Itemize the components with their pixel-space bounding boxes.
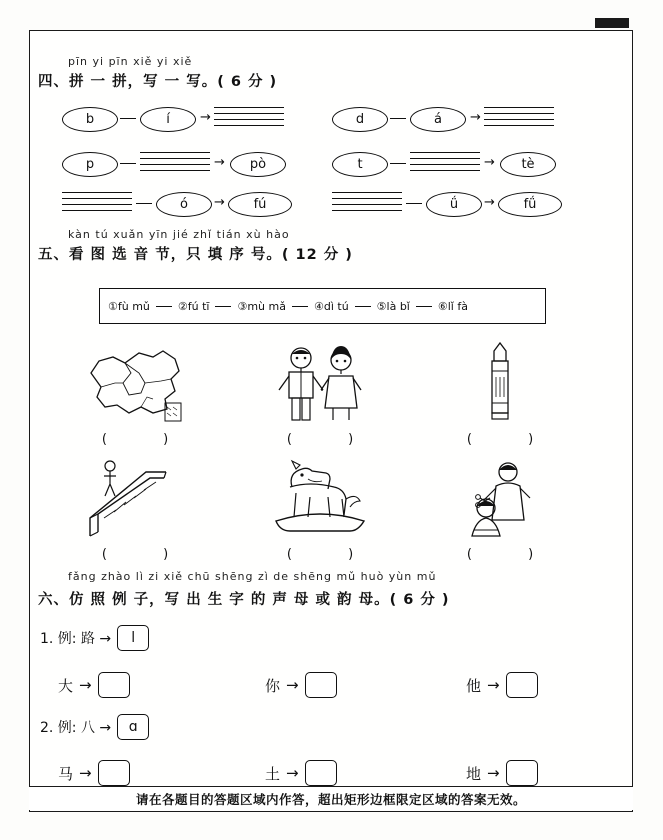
char-ta: 他 [466, 676, 482, 695]
syllable-part-1c[interactable]: d [332, 107, 388, 132]
option-6: ⑥lǐ fà [437, 299, 468, 313]
syllable-part-1b[interactable]: í [140, 107, 196, 132]
dash-1a [120, 118, 136, 119]
answer-lines-2-right[interactable] [410, 152, 480, 174]
dash-2a [120, 163, 136, 164]
answerbox-ma[interactable] [98, 760, 130, 786]
option-bank [99, 288, 546, 324]
char-ni: 你 [265, 676, 281, 695]
answer-lines-1-right[interactable] [484, 107, 554, 129]
section5-pinyin: kàn tú xuǎn yīn jié zhǐ tián xù hào [68, 228, 290, 241]
section6-pinyin: fǎng zhào lì zi xiě chū shēng zì de shēng mǔ huò yùn mǔ [68, 570, 437, 583]
answerbox-ta[interactable] [506, 672, 538, 698]
question-row-da [58, 672, 130, 698]
answerbox-ni[interactable] [305, 672, 337, 698]
picture-item-parents [245, 340, 395, 447]
footer-note: 请在各题目的答题区域内作答，超出矩形边框限定区域的答案无效。 [29, 786, 633, 810]
answer-bracket-6[interactable]: ( ) [466, 547, 560, 562]
syllable-part-3a[interactable]: ó [156, 192, 212, 217]
arrow-1-left: → [200, 110, 211, 125]
section6-title: 六、仿 照 例 子，写 出 生 字 的 声 母 或 韵 母。( 6 分 ) [38, 592, 450, 608]
answer-lines-1-left[interactable] [214, 107, 284, 129]
option-3: ③mù mǎ [237, 299, 286, 313]
arrow-3-right: → [484, 195, 495, 210]
section5-title: 五、看 图 选 音 节，只 填 序 号。( 12 分 ) [38, 247, 353, 263]
dash-1b [390, 118, 406, 119]
picture-item-map [60, 340, 210, 447]
escalator-icon [60, 455, 210, 543]
picture-item-escalator [60, 455, 210, 562]
question-row-tu [265, 760, 337, 786]
answerbox-di[interactable] [506, 760, 538, 786]
syllable-part-3b[interactable]: ǘ [426, 192, 482, 217]
crayon-icon [425, 340, 575, 428]
option-1: ①fù mǔ [108, 299, 150, 313]
answer-lines-3-left[interactable] [62, 192, 132, 214]
question-row-ta [466, 672, 538, 698]
option-blank-1 [156, 306, 172, 307]
option-blank-3 [292, 306, 308, 307]
option-5: ⑤là bǐ [376, 299, 410, 313]
answerbox-tu[interactable] [305, 760, 337, 786]
option-4: ④dì tú [313, 299, 349, 313]
example-answer-2: ɑ [117, 714, 149, 740]
option-2: ②fú tī [177, 299, 210, 313]
char-da: 大 [58, 676, 74, 695]
arrow-di: → [487, 764, 500, 782]
picture-item-crayon [425, 340, 575, 447]
arrow-tu: → [286, 764, 299, 782]
dash-2b [390, 163, 406, 164]
question-row-di [466, 760, 538, 786]
section4-title: 四、拼 一 拼，写 一 写。( 6 分 ) [38, 74, 278, 90]
example-label-2: 2. 例: 八 → [40, 720, 112, 736]
option-blank-2 [215, 306, 231, 307]
syllable-result-2a: pò [230, 152, 286, 177]
answer-lines-3-right[interactable] [332, 192, 402, 214]
arrow-ta: → [487, 676, 500, 694]
answer-bracket-5[interactable]: ( ) [286, 547, 380, 562]
dash-3b [406, 203, 422, 204]
char-tu: 土 [265, 764, 281, 783]
example-row-2 [40, 714, 149, 740]
answer-bracket-4[interactable]: ( ) [101, 547, 195, 562]
syllable-part-1a[interactable]: b [62, 107, 118, 132]
picture-item-rocking-horse [245, 455, 395, 562]
syllable-part-1d[interactable]: á [410, 107, 466, 132]
question-row-ni [265, 672, 337, 698]
rocking-horse-icon [245, 455, 395, 543]
syllable-result-3b: fǘ [498, 192, 562, 217]
arrow-2-left: → [214, 155, 225, 170]
syllable-part-2b[interactable]: t [332, 152, 388, 177]
answer-bracket-1[interactable]: ( ) [101, 432, 195, 447]
parents-couple-icon [245, 340, 395, 428]
page-marker [595, 18, 629, 28]
answerbox-da[interactable] [98, 672, 130, 698]
syllable-result-2b: tè [500, 152, 556, 177]
option-blank-5 [416, 306, 432, 307]
syllable-part-2a[interactable]: p [62, 152, 118, 177]
question-row-ma [58, 760, 130, 786]
dash-3a [136, 203, 152, 204]
answer-lines-2-left[interactable] [140, 152, 210, 174]
answer-bracket-2[interactable]: ( ) [286, 432, 380, 447]
map-of-china-icon [60, 340, 210, 428]
example-row-1 [40, 625, 149, 651]
answer-bracket-3[interactable]: ( ) [466, 432, 560, 447]
arrow-da: → [79, 676, 92, 694]
example-label-1: 1. 例: 路 → [40, 631, 112, 647]
arrow-3-left: → [214, 195, 225, 210]
arrow-1-right: → [470, 110, 481, 125]
haircut-icon [425, 455, 575, 543]
char-ma: 马 [58, 764, 74, 783]
char-di: 地 [466, 764, 482, 783]
arrow-ni: → [286, 676, 299, 694]
example-answer-1: l [117, 625, 149, 651]
option-blank-4 [355, 306, 371, 307]
arrow-2-right: → [484, 155, 495, 170]
syllable-result-3a: fú [228, 192, 292, 217]
picture-item-haircut [425, 455, 575, 562]
arrow-ma: → [79, 764, 92, 782]
section4-pinyin: pīn yi pīn xiě yi xiě [68, 55, 193, 68]
